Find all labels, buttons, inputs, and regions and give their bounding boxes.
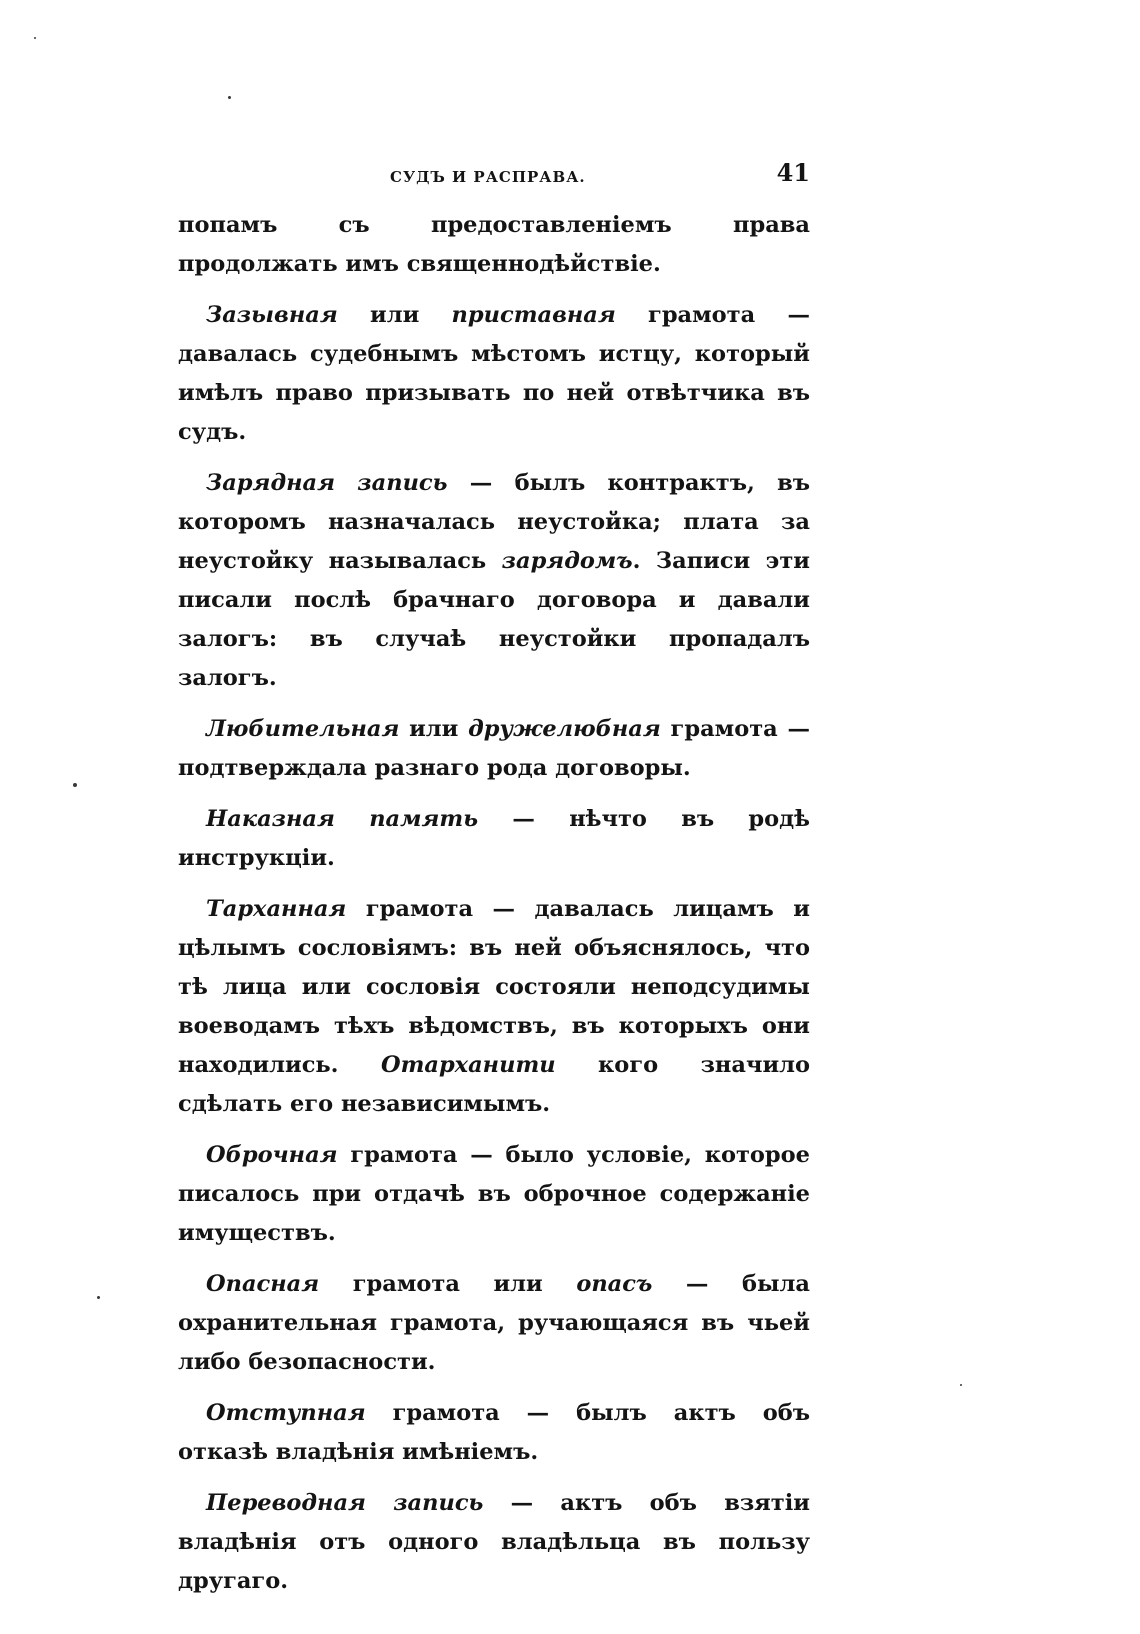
text-run: грамота — давалась лицамъ и цѣлымъ сословіямъ: въ ней объяснялось, что тѣ лица или сословія состояли неподсудимы воеводамъ тѣхъ вѣдомствъ, въ которыхъ они находились.	[178, 896, 810, 1078]
italic-term: Наказная память	[206, 806, 479, 832]
italic-term: Зарядная запись	[206, 470, 448, 496]
page-header	[178, 158, 810, 198]
print-speck	[34, 37, 36, 39]
page-number: 41	[776, 158, 810, 187]
paragraph	[178, 710, 810, 788]
text-run: . Записи эти писали послѣ брачнаго договора и давали залогъ: въ случаѣ неустойки пропадалъ залогъ.	[178, 548, 811, 691]
paragraph	[178, 890, 810, 1124]
paragraph	[178, 800, 810, 878]
paragraph	[178, 206, 810, 284]
running-head: СУДЪ И РАСПРАВА.	[390, 168, 586, 186]
italic-term: Переводная запись	[206, 1490, 484, 1516]
text-run: — была охранительная грамота, ручающаяся въ чьей либо безопасности.	[178, 1271, 810, 1375]
text-run: грамота — было условіе, которое писалось при отдачѣ въ оброчное содержаніе имуществъ.	[178, 1142, 810, 1246]
text-run: или	[399, 716, 469, 742]
italic-term: опасъ	[576, 1271, 653, 1297]
paragraph	[178, 1136, 810, 1253]
text-run: грамота или	[319, 1271, 577, 1297]
text-run: грамота — подтверждала разнаго рода договоры.	[178, 716, 810, 781]
italic-term: приставная	[451, 302, 616, 328]
italic-term: дружелюбная	[468, 716, 661, 742]
paragraph	[178, 1394, 810, 1472]
text-run: — былъ контрактъ, въ которомъ назначалась неустойка; плата за неустойку называлась	[178, 470, 810, 574]
text-run: попамъ съ предоставленіемъ права продолжать имъ священнодѣйствіе.	[178, 212, 810, 277]
text-run: грамота — былъ актъ объ отказѣ владѣнія имѣніемъ.	[178, 1400, 810, 1465]
paragraph	[178, 1484, 810, 1601]
print-speck	[73, 783, 77, 787]
print-speck	[97, 1296, 100, 1299]
body-text	[178, 206, 810, 1613]
text-run: или	[337, 302, 452, 328]
italic-term: Тарханная	[206, 896, 347, 922]
italic-term: Любительная	[206, 716, 400, 742]
text-run: грамота — давалась судебнымъ мѣстомъ истцу, который имѣлъ право призывать по ней отвѣтчика въ судъ.	[178, 302, 810, 445]
italic-term: Опасная	[206, 1271, 320, 1297]
text-run: — нѣчто въ родѣ инструкціи.	[178, 806, 810, 871]
print-speck	[960, 1384, 962, 1386]
text-run: кого значило сдѣлать его независимымъ.	[178, 1052, 811, 1117]
paragraph	[178, 464, 810, 698]
italic-term: Отарханити	[380, 1052, 556, 1078]
text-run: — актъ объ взятіи владѣнія отъ одного владѣльца въ пользу другаго.	[178, 1490, 810, 1594]
paragraph	[178, 1265, 810, 1382]
italic-term: зарядомъ	[501, 548, 633, 574]
italic-term: Зазывная	[206, 302, 338, 328]
paragraph	[178, 296, 810, 452]
print-speck	[228, 96, 231, 99]
italic-term: Оброчная	[206, 1142, 338, 1168]
italic-term: Отступная	[206, 1400, 366, 1426]
